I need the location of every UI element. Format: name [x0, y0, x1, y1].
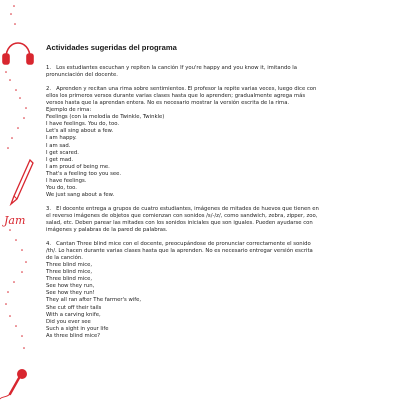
text-line: /th/. Lo hacen durante varias clases hasta que la aprenden. No es necesario entregar versión escrita: [46, 248, 313, 255]
text-line: 4. Cantan Three blind mice con el docente, preocupándose de pronunciar correctamente el sonido: [46, 241, 311, 248]
activity-list: [46, 65, 386, 340]
text-line: Three blind mice,: [46, 276, 93, 283]
text-line: She cut off their tails: [46, 304, 102, 311]
activity-item: [46, 65, 386, 79]
text-line: I get scared.: [46, 149, 79, 156]
activity-item: [46, 86, 386, 199]
text-line: 1. Los estudiantes escuchan y repiten la canción If you're happy and you know it, imitando la: [46, 65, 297, 72]
text-line: I am proud of being me.: [46, 163, 110, 170]
text-line: 3. El docente entrega a grupos de cuatro estudiantes, imágenes de mitades de huevos que tienen en: [46, 205, 319, 212]
text-line: pronunciación del docente.: [46, 72, 118, 79]
pencil-icon: [11, 160, 33, 204]
text-line: 2. Aprenden y recitan una rima sobre sentimientos. El profesor la repite varias veces, luego dice con: [46, 86, 317, 93]
text-line: Such a sight in your life: [46, 325, 109, 332]
text-line: That's a feeling too you see.: [46, 170, 122, 177]
microphone-icon: [0, 369, 27, 399]
text-line: Ejemplo de rima:: [46, 107, 92, 114]
text-line: el reverso imágenes de objetos que comienzan con sonidos /s/-/z/, como sandwich, zebra, zipper, zoo,: [46, 212, 318, 219]
text-line: I have feelings. You do, too.: [46, 121, 120, 128]
text-line: They all ran after The farmer's wife,: [46, 297, 142, 304]
text-line: Did you ever see: [46, 318, 91, 325]
text-line: I am happy.: [46, 135, 77, 142]
activity-item: [46, 241, 386, 340]
text-line: salad, etc. Deben parear las mitades con los sonidos iniciales que son iguales. Pueden ayudarse con: [46, 219, 313, 226]
text-line: Let's all sing about a few.: [46, 128, 114, 135]
text-line: With a carving knife,: [46, 311, 101, 318]
decorative-sidebar: [0, 0, 38, 400]
text-line: See how they run,: [46, 283, 95, 290]
text-line: I have feelings.: [46, 177, 87, 184]
text-line: ellos los primeros versos durante varias clases hasta que lo aprenden; gradualmente agrega más: [46, 93, 306, 100]
text-line: Three blind mice,: [46, 269, 93, 276]
sidebar-handwritten-label: Jam: [4, 214, 26, 227]
text-line: de la canción.: [46, 255, 83, 262]
activity-item: [46, 206, 386, 234]
text-line: You do, too.: [46, 184, 77, 191]
text-line: versos hasta que la aprendan entera. No es necesario mostrar la versión escrita de la rima.: [46, 100, 290, 107]
document-body: [46, 44, 386, 347]
text-line: See how they run!: [46, 290, 95, 297]
text-line: We just sang about a few.: [46, 191, 115, 198]
page-title: Actividades sugeridas del programa: [46, 43, 177, 52]
sidebar-doodles: [0, 0, 38, 400]
text-line: Three blind mice,: [46, 262, 93, 269]
text-line: I am sad.: [46, 142, 71, 149]
text-line: As three blind mice?: [46, 332, 101, 339]
text-line: I get mad.: [46, 156, 74, 163]
text-line: Feelings (con la melodía de Twinkle, Twinkle): [46, 114, 165, 121]
headphones-icon: [3, 43, 33, 64]
text-line: imágenes y palabras de la pared de palabras.: [46, 227, 168, 234]
